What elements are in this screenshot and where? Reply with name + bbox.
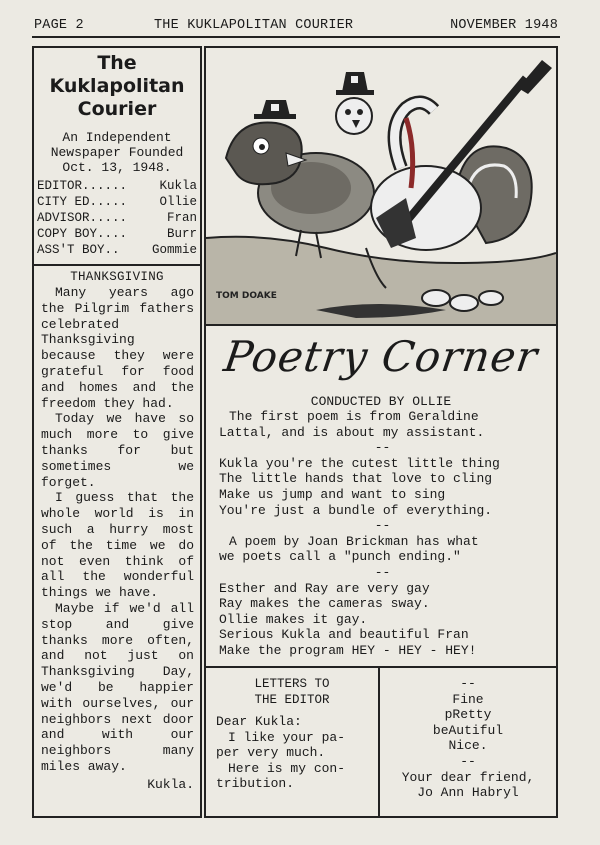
poem-line: Serious Kukla and beautiful Fran — [219, 627, 469, 643]
staff-row: ASS'T BOY.. Gommie — [37, 243, 197, 257]
thanksgiving-title: THANKSGIVING — [70, 270, 164, 284]
letter-line: tribution. — [216, 776, 295, 792]
closing-line: -- — [460, 753, 476, 769]
poem-line: Lattal, and is about my assistant. — [219, 424, 485, 440]
staff-list — [34, 178, 200, 258]
issue-date: NOVEMBER 1948 — [450, 18, 558, 33]
staff-row: EDITOR...... Kukla — [37, 179, 197, 193]
letter-line: I like your pa- — [228, 729, 346, 745]
masthead-title: The Kuklapolitan Courier — [49, 52, 185, 120]
poetry-heading: Poetry Corner — [221, 332, 542, 381]
header-rule — [32, 36, 560, 38]
closing-line: Your dear friend, — [401, 769, 535, 785]
poem-line: Ray makes the cameras sway. — [219, 596, 430, 612]
article-signature: Kukla. — [147, 776, 194, 792]
poem-line: A poem by Joan Brickman has what — [229, 533, 479, 549]
poem-line: The first poem is from Geraldine — [229, 409, 479, 424]
letter-line: Here is my con- — [228, 760, 346, 776]
closing-line: beAutiful — [432, 722, 504, 738]
letter-line: Dear Kukla: — [216, 714, 302, 729]
masthead-box — [32, 46, 202, 266]
closing-line: pRetty — [444, 707, 492, 723]
letter-closing — [378, 666, 558, 818]
staff-row: ADVISOR..... Fran — [37, 211, 197, 225]
closing-line: Nice. — [448, 738, 488, 754]
article-paragraph: Today we have so much more to give thanks for but sometimes we forget. — [41, 411, 194, 490]
poem-line: Esther and Ray are very gay — [219, 580, 430, 596]
poem-lines — [206, 409, 556, 659]
poem-line: The little hands that love to cling — [219, 471, 493, 487]
poem-line: -- — [374, 440, 391, 456]
poem-line: You're just a bundle of everything. — [219, 502, 493, 518]
poem-line: Ollie makes it gay. — [219, 611, 368, 627]
paper-name: THE KUKLAPOLITAN COURIER — [154, 18, 354, 33]
closing-line: Fine — [452, 691, 484, 707]
letter-line: per very much. — [216, 745, 326, 761]
poem-line: Make us jump and want to sing — [219, 486, 446, 502]
staff-row: CITY ED..... Ollie — [37, 195, 197, 209]
artist-signature: TOM DOAKE — [216, 291, 277, 301]
closing-line: -- — [460, 676, 476, 691]
thanksgiving-article — [32, 264, 202, 818]
article-paragraph: Maybe if we'd all stop and give thanks more often, and not just on Thanksgiving Day, we'd be happier with ourselves, our neighbors next door and with our neighbors many miles away. — [41, 600, 194, 774]
poem-line: -- — [374, 518, 391, 534]
page-number: PAGE 2 — [34, 18, 84, 33]
poem-line: Kukla you're the cutest little thing — [219, 455, 500, 471]
letter-text — [206, 708, 378, 792]
closing-line: Jo Ann Habryl — [417, 785, 519, 801]
article-paragraph: I guess that the whole world is in such a hurry most of the time we do not even think of all the wonderful things we have. — [41, 490, 194, 601]
turkey-cartoon-icon — [206, 48, 556, 324]
letters-to-editor — [204, 666, 380, 818]
poem-line: -- — [374, 564, 391, 580]
poetry-byline: CONDUCTED BY OLLIE — [310, 394, 452, 409]
thanksgiving-body — [34, 284, 200, 775]
letters-title: LETTERS TO THE EDITOR — [254, 677, 330, 707]
poetry-corner — [204, 324, 558, 668]
poem-line: Make the program HEY - HEY - HEY! — [219, 642, 477, 658]
page-header — [32, 14, 560, 36]
staff-row: COPY BOY.... Burr — [37, 227, 197, 241]
thanksgiving-illustration — [204, 46, 558, 326]
poem-line: we poets call a "punch ending." — [219, 549, 461, 565]
article-paragraph: Many years ago the Pilgrim fathers celebrated Thanksgiving because they were grateful for food and homes and the freedom they had. — [41, 285, 194, 411]
masthead-tagline: An Independent Newspaper Founded Oct. 13, 1948. — [50, 130, 184, 175]
